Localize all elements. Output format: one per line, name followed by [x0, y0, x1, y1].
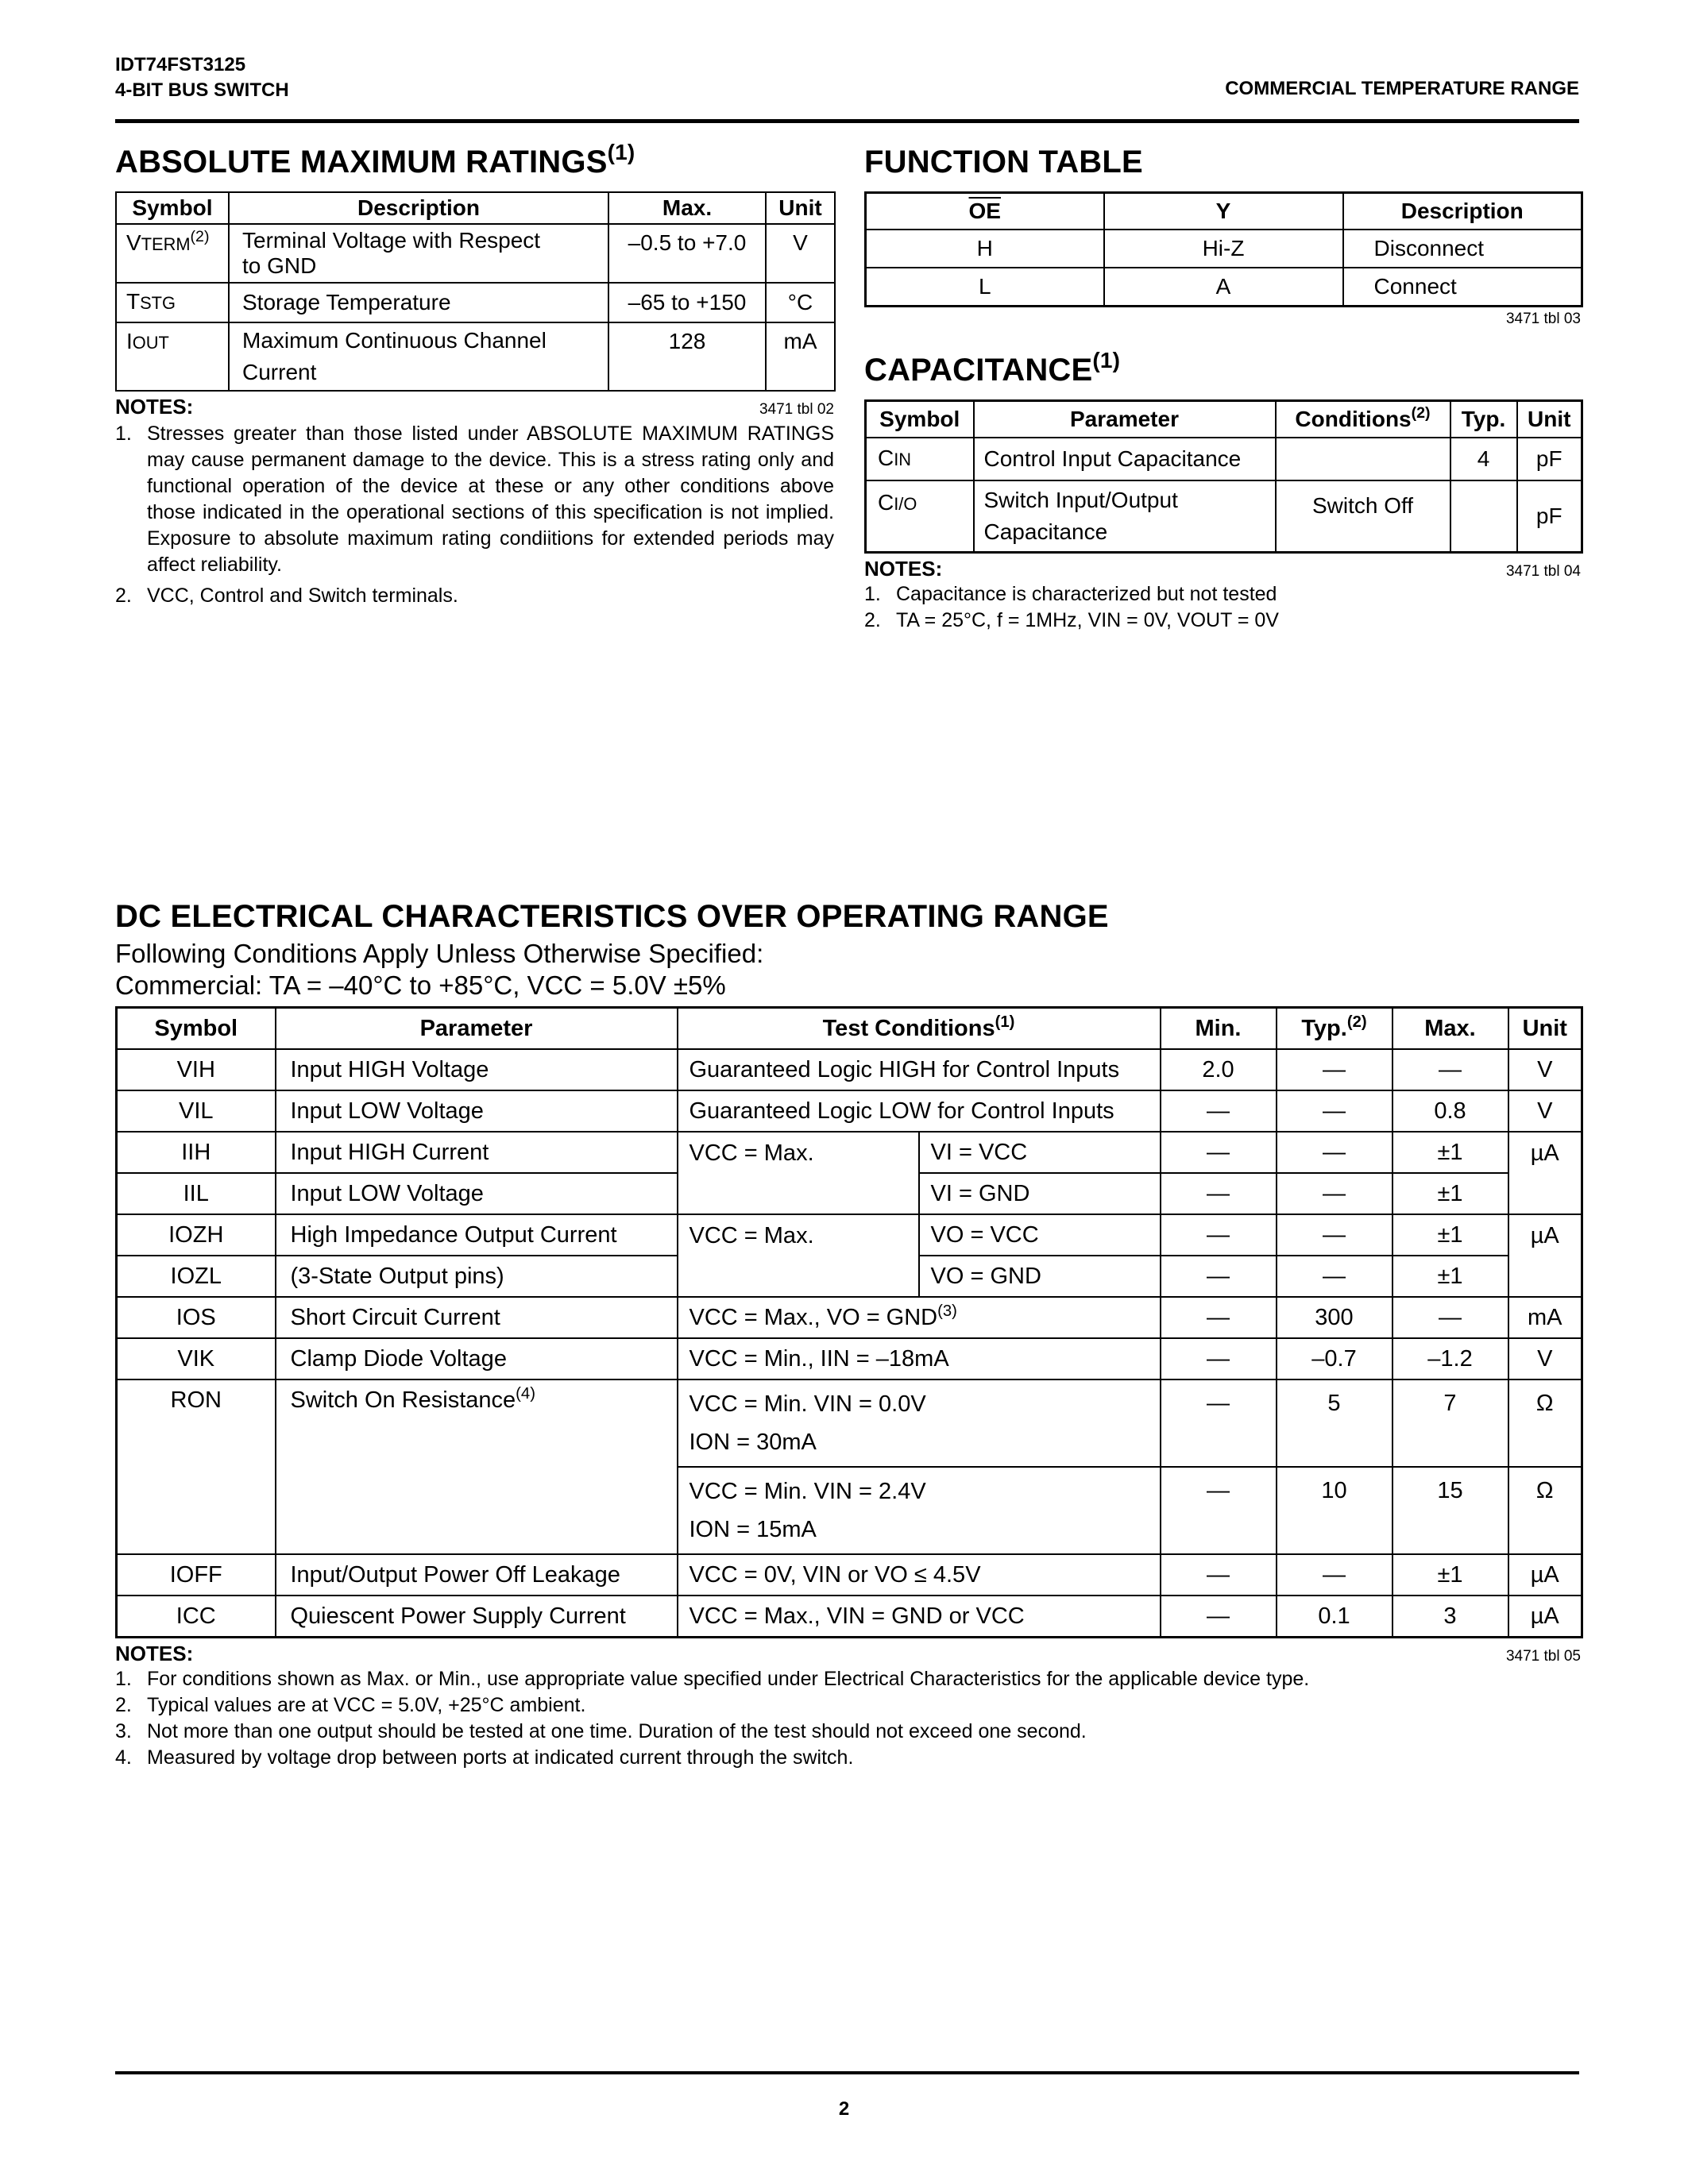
abs-max-section: [115, 140, 834, 609]
col-header: Description: [229, 192, 608, 224]
typ-cell: —: [1277, 1049, 1393, 1090]
conditions-cell: VO = VCC: [919, 1214, 1161, 1256]
unit-cell: [1508, 1173, 1582, 1214]
description-cell: Storage Temperature: [229, 283, 608, 322]
header-rule: [115, 119, 1579, 123]
conditions-cell: VCC = Min. VIN = 0.0V ION = 30mA: [678, 1379, 1161, 1467]
max-cell: ±1: [1393, 1214, 1508, 1256]
typ-cell: –0.7: [1277, 1338, 1393, 1379]
min-cell: —: [1161, 1379, 1277, 1467]
min-cell: 2.0: [1161, 1049, 1277, 1090]
conditions-cell: VI = VCC: [919, 1132, 1161, 1173]
note-item: 3. Not more than one output should be tested at one time. Duration of the test should not exceed one second.: [115, 1720, 1087, 1742]
min-cell: —: [1161, 1554, 1277, 1596]
y-cell: A: [1104, 268, 1343, 307]
min-cell: —: [1161, 1132, 1277, 1173]
y-cell: Hi-Z: [1104, 230, 1343, 268]
parameter-cell: Short Circuit Current: [276, 1297, 678, 1338]
conditions-cell: [678, 1173, 919, 1214]
min-cell: —: [1161, 1596, 1277, 1638]
symbol-cell: IOFF: [117, 1554, 276, 1596]
note-item: 1. Capacitance is characterized but not tested: [864, 583, 1277, 605]
function-table: [864, 191, 1583, 307]
table-reference: 3471 tbl 03: [1505, 311, 1581, 327]
min-cell: —: [1161, 1173, 1277, 1214]
symbol-cell: [117, 1467, 276, 1554]
capacitance-section: [864, 348, 1581, 634]
note-item: 4. Measured by voltage drop between ports at indicated current through the switch.: [115, 1746, 854, 1769]
max-cell: —: [1393, 1049, 1508, 1090]
table-row: [116, 322, 835, 391]
capacitance-table: [864, 399, 1583, 554]
capacitance-title: CAPACITANCE$^{(1)}$: [864, 348, 1121, 388]
typ-cell: —: [1277, 1214, 1393, 1256]
unit-cell: µA: [1508, 1132, 1582, 1173]
parameter-cell: Clamp Diode Voltage: [276, 1338, 678, 1379]
max-cell: —: [1393, 1297, 1508, 1338]
parameter-cell: High Impedance Output Current: [276, 1214, 678, 1256]
table-row: [117, 1090, 1582, 1132]
typ-cell: [1450, 480, 1517, 553]
function-table-title: FUNCTION TABLE: [864, 145, 1143, 179]
table-row: [866, 268, 1582, 307]
typ-cell: 0.1: [1277, 1596, 1393, 1638]
parameter-cell: (3-State Output pins): [276, 1256, 678, 1297]
col-header: Typ.$^{(2)}$: [1277, 1008, 1393, 1050]
table-row: [117, 1173, 1582, 1214]
col-header: Y: [1104, 193, 1343, 230]
table-row: [116, 224, 835, 283]
table-reference: 3471 tbl 04: [1505, 563, 1581, 580]
conditions-cell: VO = GND: [919, 1256, 1161, 1297]
min-cell: —: [1161, 1297, 1277, 1338]
table-header-row: [866, 193, 1582, 230]
parameter-cell: Switch On Resistance$^{(4)}$: [276, 1379, 678, 1467]
unit-cell: Ω: [1508, 1379, 1582, 1467]
table-row: [866, 230, 1582, 268]
min-cell: —: [1161, 1338, 1277, 1379]
symbol-cell: RON: [117, 1379, 276, 1467]
footer-rule: [115, 2071, 1579, 2074]
dc-table: [115, 1006, 1583, 1638]
symbol-cell: IIL: [117, 1173, 276, 1214]
conditions-cell: VCC = Min., IIN = –18mA: [678, 1338, 1161, 1379]
table-row: [117, 1297, 1582, 1338]
max-cell: ±1: [1393, 1132, 1508, 1173]
col-header: Conditions$^{(2)}$: [1276, 401, 1450, 438]
notes-heading: NOTES:: [864, 557, 943, 581]
note-item: 2. Typical values are at VCC = 5.0V, +25°C ambient.: [115, 1694, 586, 1716]
parameter-cell: Input HIGH Current: [276, 1132, 678, 1173]
max-cell: –0.5 to +7.0: [608, 224, 766, 283]
note-item: 1. For conditions shown as Max. or Min., use appropriate value specified under Electrical Characteristics for the applicable device type.: [115, 1668, 1310, 1690]
min-cell: —: [1161, 1467, 1277, 1554]
conditions-cell: Guaranteed Logic HIGH for Control Inputs: [678, 1049, 1161, 1090]
description-cell: Disconnect: [1343, 230, 1582, 268]
max-cell: 128: [608, 322, 766, 391]
page-header-left: [115, 52, 289, 103]
typ-cell: —: [1277, 1090, 1393, 1132]
conditions-cell: VCC = Max.: [678, 1132, 919, 1173]
part-number: IDT74FST3125: [115, 54, 246, 75]
unit-cell: °C: [766, 283, 835, 322]
max-cell: 15: [1393, 1467, 1508, 1554]
dc-title: DC ELECTRICAL CHARACTERISTICS OVER OPERATING RANGE: [115, 899, 1109, 934]
table-row: [866, 480, 1582, 553]
dc-section: [115, 899, 1581, 1771]
temperature-range: COMMERCIAL TEMPERATURE RANGE: [1225, 78, 1579, 99]
symbol-cell: IIH: [117, 1132, 276, 1173]
symbol-cell: ICC: [117, 1596, 276, 1638]
max-cell: –65 to +150: [608, 283, 766, 322]
note-item: 2. VCC, Control and Switch terminals.: [115, 585, 458, 607]
typ-cell: 10: [1277, 1467, 1393, 1554]
unit-cell: µA: [1508, 1596, 1582, 1638]
table-header-row: [866, 401, 1582, 438]
notes-heading: NOTES:: [115, 1642, 194, 1665]
typ-cell: —: [1277, 1256, 1393, 1297]
symbol-cell: IOZH: [117, 1214, 276, 1256]
col-header: $\overline{OE}$: [866, 193, 1104, 230]
conditions-cell: VCC = Min. VIN = 2.4V ION = 15mA: [678, 1467, 1161, 1554]
table-row: [117, 1049, 1582, 1090]
col-header: Symbol: [117, 1008, 276, 1050]
unit-cell: V: [1508, 1090, 1582, 1132]
symbol-cell: VIL: [117, 1090, 276, 1132]
table-reference: 3471 tbl 02: [759, 401, 834, 418]
parameter-cell: [276, 1467, 678, 1554]
typ-cell: 5: [1277, 1379, 1393, 1467]
dc-subtitle: Following Conditions Apply Unless Otherwise Specified:: [115, 939, 764, 968]
unit-cell: mA: [1508, 1297, 1582, 1338]
parameter-cell: Quiescent Power Supply Current: [276, 1596, 678, 1638]
max-cell: ±1: [1393, 1554, 1508, 1596]
symbol-cell: TSTG: [116, 283, 229, 322]
symbol-cell: VIH: [117, 1049, 276, 1090]
typ-cell: —: [1277, 1173, 1393, 1214]
abs-max-title: ABSOLUTE MAXIMUM RATINGS$^{(1)}$: [115, 140, 635, 179]
conditions-cell: VCC = Max., VIN = GND or VCC: [678, 1596, 1161, 1638]
typ-cell: —: [1277, 1554, 1393, 1596]
description-cell: Maximum Continuous Channel Current: [229, 322, 608, 391]
abs-max-table: [115, 191, 836, 392]
table-row: [117, 1214, 1582, 1256]
conditions-cell: [1276, 438, 1450, 480]
unit-cell: pF: [1517, 438, 1582, 480]
unit-cell: mA: [766, 322, 835, 391]
parameter-cell: Switch Input/Output Capacitance: [974, 480, 1276, 553]
description-cell: Connect: [1343, 268, 1582, 307]
unit-cell: V: [766, 224, 835, 283]
col-header: Unit: [1508, 1008, 1582, 1050]
min-cell: —: [1161, 1214, 1277, 1256]
table-row: [866, 438, 1582, 480]
typ-cell: 4: [1450, 438, 1517, 480]
symbol-cell: IOZL: [117, 1256, 276, 1297]
max-cell: 7: [1393, 1379, 1508, 1467]
col-header: Min.: [1161, 1008, 1277, 1050]
dc-conditions: Commercial: TA = –40°C to +85°C, VCC = 5.0V ±5%: [115, 970, 726, 1000]
parameter-cell: Input/Output Power Off Leakage: [276, 1554, 678, 1596]
col-header: Description: [1343, 193, 1582, 230]
typ-cell: —: [1277, 1132, 1393, 1173]
max-cell: ±1: [1393, 1173, 1508, 1214]
col-header: Typ.: [1450, 401, 1517, 438]
symbol-cell: CI/O: [866, 480, 974, 553]
conditions-cell: [678, 1256, 919, 1297]
table-header-row: [116, 192, 835, 224]
conditions-cell: VCC = Max., VO = $GND^{(3)}$: [678, 1297, 1161, 1338]
parameter-cell: Input LOW Voltage: [276, 1173, 678, 1214]
parameter-cell: Input HIGH Voltage: [276, 1049, 678, 1090]
col-header: Test Conditions$^{(1)}$: [678, 1008, 1161, 1050]
col-header: Max.: [608, 192, 766, 224]
conditions-cell: Switch Off: [1276, 480, 1450, 553]
max-cell: –1.2: [1393, 1338, 1508, 1379]
table-row: [116, 283, 835, 322]
col-header: Unit: [766, 192, 835, 224]
unit-cell: µA: [1508, 1214, 1582, 1256]
unit-cell: [1508, 1256, 1582, 1297]
table-row: [117, 1596, 1582, 1638]
device-name: 4-BIT BUS SWITCH: [115, 79, 289, 101]
typ-cell: 300: [1277, 1297, 1393, 1338]
note-item: 2. TA = 25°C, f = 1MHz, VIN = 0V, VOUT = 0V: [864, 609, 1279, 631]
col-header: Symbol: [116, 192, 229, 224]
oe-cell: H: [866, 230, 1104, 268]
symbol-cell: VIK: [117, 1338, 276, 1379]
col-header: Unit: [1517, 401, 1582, 438]
parameter-cell: Control Input Capacitance: [974, 438, 1276, 480]
col-header: Max.: [1393, 1008, 1508, 1050]
table-row: [117, 1554, 1582, 1596]
description-cell: Terminal Voltage with Respect to GND: [229, 224, 608, 283]
symbol-cell: CIN: [866, 438, 974, 480]
oe-cell: L: [866, 268, 1104, 307]
col-header: Symbol: [866, 401, 974, 438]
unit-cell: Ω: [1508, 1467, 1582, 1554]
conditions-cell: VCC = Max.: [678, 1214, 919, 1256]
table-row: [117, 1379, 1582, 1467]
symbol-cell: IOS: [117, 1297, 276, 1338]
col-header: Parameter: [276, 1008, 678, 1050]
notes-heading: NOTES:: [115, 395, 194, 419]
table-reference: 3471 tbl 05: [1505, 1648, 1581, 1665]
conditions-cell: Guaranteed Logic LOW for Control Inputs: [678, 1090, 1161, 1132]
page-number: 2: [838, 2098, 850, 2120]
max-cell: ±1: [1393, 1256, 1508, 1297]
note-item: 1. Stresses greater than those listed under ABSOLUTE MAXIMUM RATINGS may cause permanent damage to the device. This is a stress rating only and functional operation of the device at these or any other conditions above those indicated in the operational sections of this specification is not implied. Exposure to absolute maximum rating condiitions for extended periods may affect reliability.: [115, 423, 834, 576]
unit-cell: V: [1508, 1049, 1582, 1090]
parameter-cell: Input LOW Voltage: [276, 1090, 678, 1132]
max-cell: 3: [1393, 1596, 1508, 1638]
symbol-cell: VTERM$^{(2)}$: [116, 224, 229, 283]
table-row: [117, 1132, 1582, 1173]
conditions-cell: VCC = 0V, VIN or VO ≤ 4.5V: [678, 1554, 1161, 1596]
table-row: [117, 1256, 1582, 1297]
unit-cell: V: [1508, 1338, 1582, 1379]
unit-cell: pF: [1517, 480, 1582, 553]
table-header-row: [117, 1008, 1582, 1050]
unit-cell: µA: [1508, 1554, 1582, 1596]
min-cell: —: [1161, 1090, 1277, 1132]
max-cell: 0.8: [1393, 1090, 1508, 1132]
conditions-cell: VI = GND: [919, 1173, 1161, 1214]
table-row: [117, 1467, 1582, 1554]
col-header: Parameter: [974, 401, 1276, 438]
function-table-section: [864, 145, 1581, 328]
table-row: [117, 1338, 1582, 1379]
symbol-cell: IOUT: [116, 322, 229, 391]
min-cell: —: [1161, 1256, 1277, 1297]
